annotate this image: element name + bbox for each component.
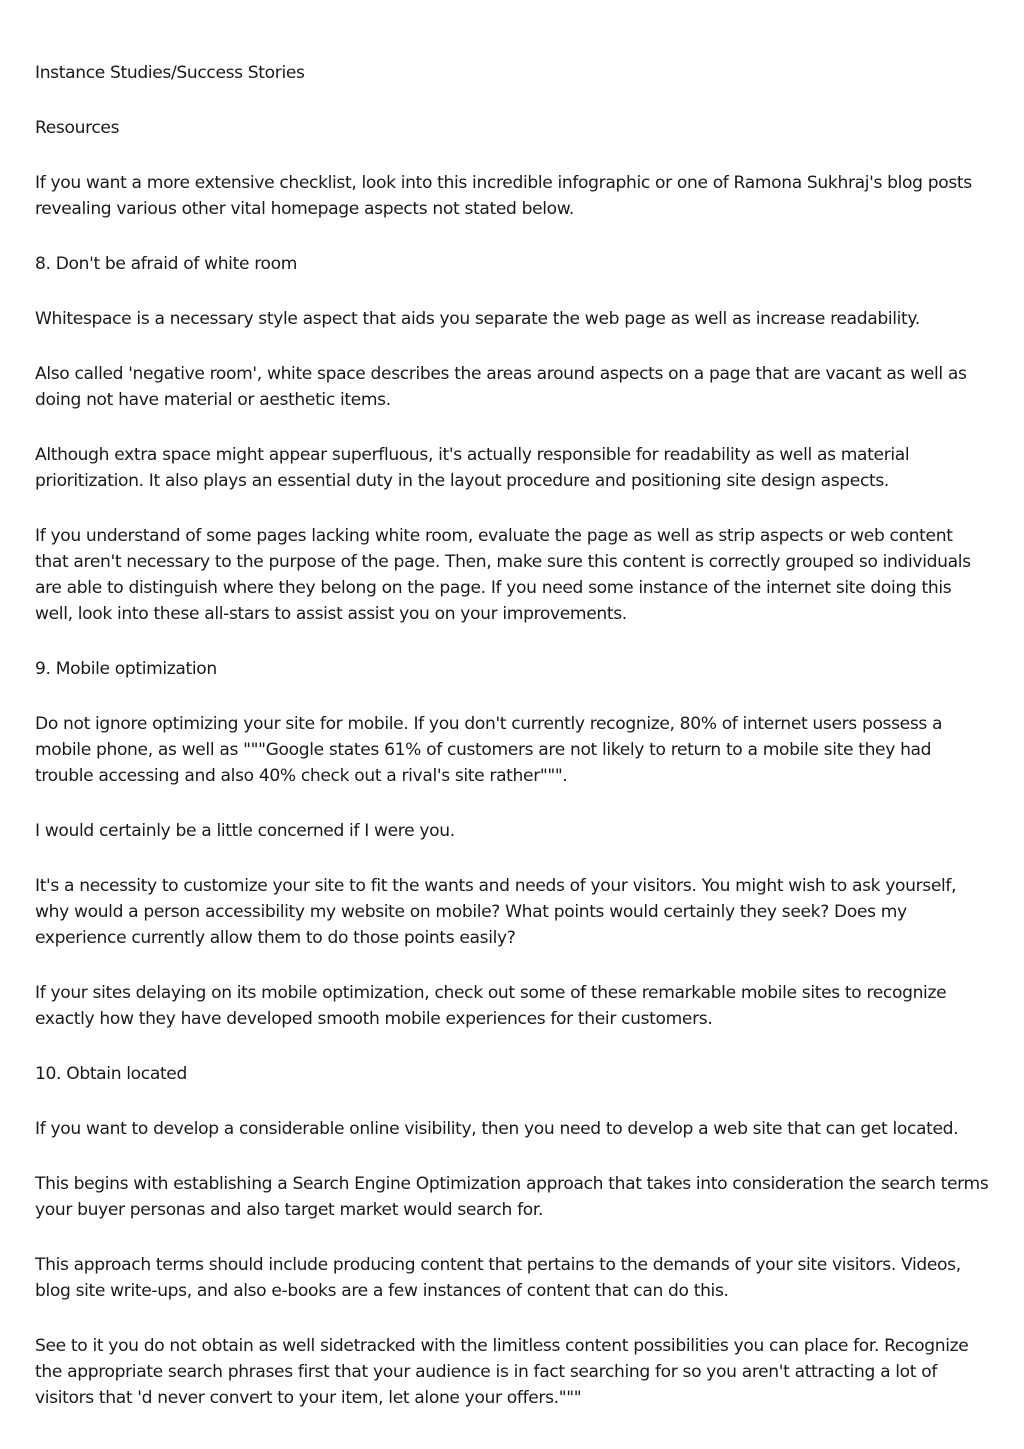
document-body bbox=[35, 60, 990, 1440]
heading-mobile-optimization: 9. Mobile optimization bbox=[35, 659, 217, 679]
paragraph-search-phrases: See to it you do not obtain as well sidetracked with the limitless content possibilities you can place for. Recognize the appropriate search phrases first that your audience is in fact searching for so you aren't attracting a lot of visitors that 'd never convert to your item, let alone your offers.""" bbox=[35, 1336, 969, 1408]
paragraph-online-visibility: If you want to develop a considerable online visibility, then you need to develop a web site that can get located. bbox=[35, 1119, 959, 1139]
paragraph-negative-room: Also called 'negative room', white space describes the areas around aspects on a page that are vacant as well as doing not have material or aesthetic items. bbox=[35, 364, 967, 410]
paragraph-resources: Resources bbox=[35, 118, 120, 138]
paragraph-whitespace: Whitespace is a necessary style aspect that aids you separate the web page as well as increase readability. bbox=[35, 309, 920, 329]
paragraph-customize: It's a necessity to customize your site to fit the wants and needs of your visitors. You might wish to ask yourself, why would a person accessibility my website on mobile? What points would certainly they seek? Does my experience currently allow them to do those points easily? bbox=[35, 876, 957, 948]
paragraph-checklist: If you want a more extensive checklist, look into this incredible infographic or one of Ramona Sukhraj's blog posts revealing various other vital homepage aspects not stated below. bbox=[35, 173, 972, 219]
paragraph-lacking-white-room: If you understand of some pages lacking white room, evaluate the page as well as strip aspects or web content that aren't necessary to the purpose of the page. Then, make sure this content is correctly grouped so individuals are able to distinguish where they belong on the page. If you need some instance of the internet site doing this well, look into these all-stars to assist assist you on your improvements. bbox=[35, 526, 971, 624]
paragraph-case-studies: Instance Studies/Success Stories bbox=[35, 63, 305, 83]
paragraph-extra-space: Although extra space might appear superfluous, it's actually responsible for readability as well as material prioritization. It also plays an essential duty in the layout procedure and positioning site design aspects. bbox=[35, 445, 910, 491]
paragraph-mobile-sites: If your sites delaying on its mobile optimization, check out some of these remarkable mobile sites to recognize exactly how they have developed smooth mobile experiences for their customers. bbox=[35, 983, 947, 1029]
heading-white-room: 8. Don't be afraid of white room bbox=[35, 254, 298, 274]
paragraph-content: This approach terms should include producing content that pertains to the demands of your site visitors. Videos, blog site write-ups, and also e-books are a few instances of content that can do this. bbox=[35, 1255, 961, 1301]
paragraph-ignore-mobile: Do not ignore optimizing your site for mobile. If you don't currently recognize, 80% of internet users possess a mobile phone, as well as """Google states 61% of customers are not likely to return to a mobile site they had trouble accessing and also 40% check out a rival's site rather""". bbox=[35, 714, 943, 786]
heading-get-located: 10. Obtain located bbox=[35, 1064, 187, 1084]
paragraph-concerned: I would certainly be a little concerned if I were you. bbox=[35, 821, 455, 841]
paragraph-seo-approach: This begins with establishing a Search Engine Optimization approach that takes into consideration the search terms your buyer personas and also target market would search for. bbox=[35, 1174, 989, 1220]
